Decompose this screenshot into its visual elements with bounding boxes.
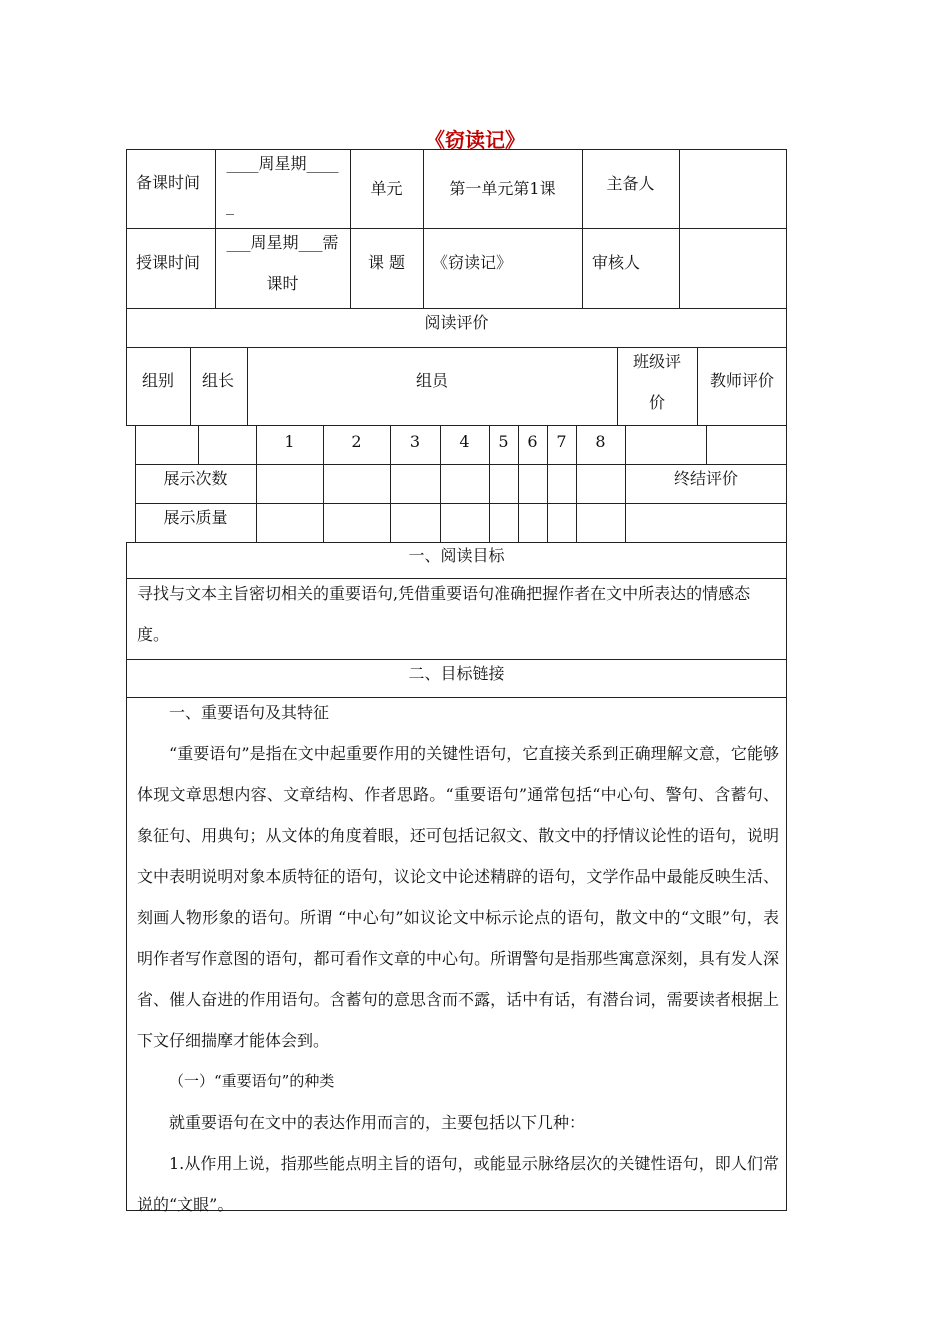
grid-col-divider (198, 425, 199, 465)
header-col-divider (679, 149, 680, 309)
show-count-label: 展示次数 (163, 469, 228, 488)
teach-time-value-cont: 课时 (266, 274, 299, 293)
header-col-divider (423, 149, 424, 309)
goals-text: 寻找与文本主旨密切相关的重要语句,凭借重要语句准确把握作者在文中所表达的情感态 (137, 584, 751, 603)
members-label: 组员 (415, 371, 448, 390)
eval-col-divider (190, 347, 191, 426)
teach-time-label: 授课时间 (136, 253, 201, 272)
grid-row-divider (135, 503, 787, 504)
unit-label: 单元 (370, 179, 403, 198)
final-eval-label: 终结评价 (673, 469, 738, 488)
group-label: 组别 (141, 371, 174, 390)
member-number: 7 (556, 432, 567, 451)
subheading: 一、重要语句及其特征 (169, 703, 330, 722)
leader-label: 组长 (202, 371, 235, 390)
header-col-divider (350, 149, 351, 309)
member-number: 6 (527, 432, 538, 451)
member-number: 1 (284, 432, 295, 451)
prep-time-label: 备课时间 (136, 173, 201, 192)
teacher-eval-label: 教师评价 (709, 371, 774, 390)
member-number: 4 (459, 432, 470, 451)
topic-label: 课 题 (367, 253, 406, 272)
grid-col-divider (706, 425, 707, 465)
goals-divider (126, 578, 787, 579)
intro-paragraph: 就重要语句在文中的表达作用而言的，主要包括以下几种： (169, 1113, 586, 1132)
topic-value: 《窃读记》 (432, 253, 513, 272)
reviewer-label: 审核人 (592, 253, 641, 272)
teach-time-value: ___周星期___需 (226, 233, 339, 252)
subheading-types: （一）“重要语句”的种类 (169, 1072, 335, 1090)
class-eval-label-cont: 价 (648, 393, 665, 412)
member-number: 8 (595, 432, 606, 451)
member-number: 2 (351, 432, 362, 451)
evaluation-title: 阅读评价 (424, 313, 489, 332)
page-title: 《窃读记》 (425, 128, 525, 152)
header-col-divider (582, 149, 583, 309)
links-title: 二、目标链接 (408, 664, 505, 683)
list-item: 1.从作用上说，指那些能点明主旨的语句，或能显示脉络层次的关键性语句，即人们常说的“文眼”。 (137, 1154, 779, 1214)
show-quality-label: 展示质量 (163, 508, 228, 527)
body-paragraph: “重要语句”是指在文中起重要作用的关键性语句，它直接关系到正确理解文意，它能够体现文章思想内容、文章结构、作者思路。“重要语句”通常包括“中心句、警句、含蓄句、象征句、用典句；从文体的角度着眼，还可包括记叙文、散文中的抒情议论性的语句，说明文中表明说明对象本质特征的语句，议论文中论述精辟的语句，文学作品中最能反映生活、刻画人物形象的语句。所谓 “中心句”如议论文中标示论点的语句，散文中的“文眼”句，表明作者写作意图的语句，都可看作文章的中心句。所谓警句是指那些寓意深刻，具有发人深省、催人奋进的作用语句。含蓄句的意思含而不露，话中有话，有潜台词，需要读者根据上下文仔细揣摩才能体会到。 (137, 744, 779, 1050)
unit-value: 第一单元第1课 (449, 179, 556, 198)
goals-text-cont: 度。 (137, 625, 170, 644)
lead-preparer-label: 主备人 (606, 174, 655, 193)
member-number: 5 (498, 432, 509, 451)
prep-time-value: ____周星期____ (226, 154, 339, 173)
goals-title: 一、阅读目标 (408, 546, 505, 565)
header-row-divider (126, 228, 787, 229)
links-content (137, 692, 779, 1225)
grid-row-divider (135, 464, 787, 465)
prep-time-value-cont: _ (226, 196, 234, 215)
member-number: 3 (409, 432, 421, 451)
class-eval-label: 班级评 (632, 352, 681, 371)
